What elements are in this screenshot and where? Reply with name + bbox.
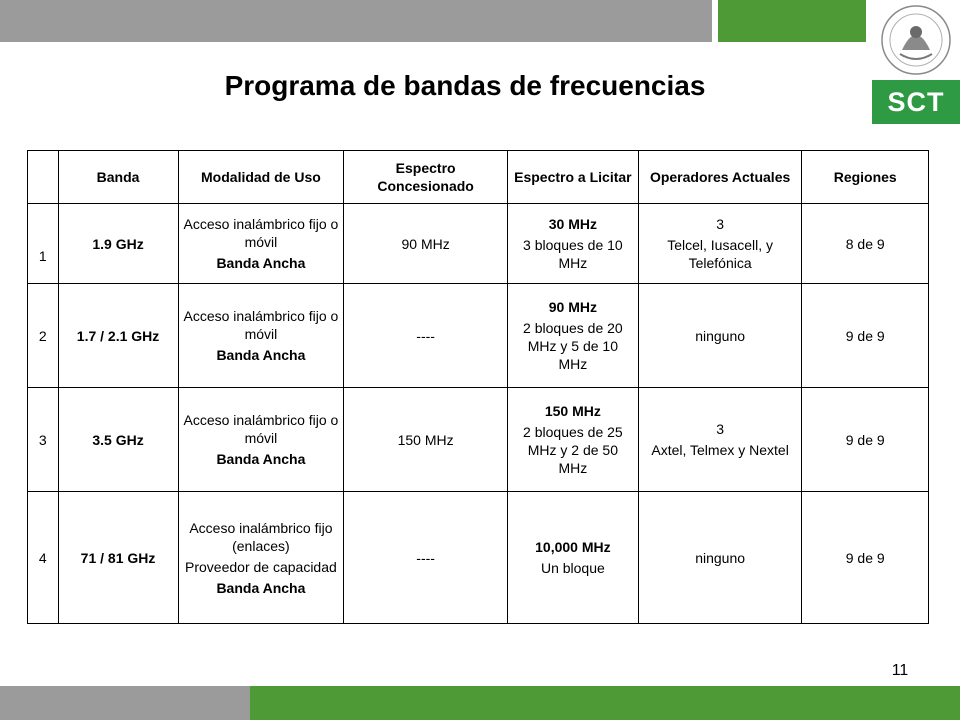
column-header-index: [28, 151, 59, 204]
licitar-cell: [507, 204, 638, 284]
operadores-count: 3: [716, 216, 725, 232]
regiones-cell: 9 de 9: [802, 492, 929, 624]
modalidad-bold-text: Banda Ancha: [216, 579, 306, 596]
regiones-cell: 9 de 9: [802, 284, 929, 388]
top-gray-bar: [0, 0, 712, 42]
table-row: [28, 492, 929, 624]
banda-cell: 71 / 81 GHz: [58, 492, 178, 624]
column-header-operadores: Operadores Actuales: [638, 151, 802, 204]
concesionado-cell: 90 MHz: [344, 204, 508, 284]
licitar-detail-text: 2 bloques de 20 MHz y 5 de 10 MHz: [523, 320, 623, 372]
column-header-banda: Banda: [58, 151, 178, 204]
sct-logo-text: SCT: [872, 80, 960, 124]
column-header-regiones: Regiones: [802, 151, 929, 204]
row-index: [28, 284, 59, 388]
licitar-detail-text: Un bloque: [540, 560, 605, 576]
page-title: Programa de bandas de frecuencias: [224, 70, 706, 101]
top-green-bar: [718, 0, 866, 42]
row-index-value: 2: [38, 327, 47, 344]
column-header-modalidad: Modalidad de Uso: [178, 151, 344, 204]
row-index: [28, 492, 59, 624]
modalidad-cell: [178, 492, 344, 624]
licitar-cell: [507, 284, 638, 388]
licitar-detail-text: 3 bloques de 10 MHz: [523, 237, 623, 271]
page-number: 11: [891, 662, 909, 679]
row-index: [28, 204, 59, 284]
banda-cell: 1.9 GHz: [58, 204, 178, 284]
modalidad-text: Proveedor de capacidad: [185, 558, 337, 575]
mexican-seal-icon: [872, 0, 960, 80]
table-row: [28, 204, 929, 284]
operadores-cell: [638, 388, 802, 492]
modalidad-text: Acceso inalámbrico fijo o móvil: [183, 412, 339, 446]
banda-cell: 3.5 GHz: [58, 388, 178, 492]
operadores-text: Axtel, Telmex y Nextel: [651, 442, 789, 458]
modalidad-bold-text: Banda Ancha: [216, 451, 306, 467]
regiones-cell: 9 de 9: [802, 388, 929, 492]
modalidad-cell: [178, 388, 344, 492]
column-header-licitar: Espectro a Licitar: [507, 151, 638, 204]
operadores-cell: [638, 492, 802, 624]
row-index-value: 3: [38, 431, 47, 448]
modalidad-text: Acceso inalámbrico fijo (enlaces): [189, 519, 333, 554]
table-row: [28, 284, 929, 388]
modalidad-text: Acceso inalámbrico fijo o móvil: [183, 308, 339, 342]
modalidad-bold-text: Banda Ancha: [216, 347, 306, 363]
row-index-value: 4: [38, 549, 47, 566]
concesionado-cell: ----: [344, 492, 508, 624]
banda-cell: 1.7 / 2.1 GHz: [58, 284, 178, 388]
operadores-text: Telcel, Iusacell, y Telefónica: [667, 237, 774, 271]
operadores-cell: [638, 204, 802, 284]
table-header-row: [28, 151, 929, 204]
sct-logo: [872, 0, 960, 124]
operadores-text: ninguno: [695, 327, 746, 344]
frequency-bands-table: [27, 150, 929, 624]
licitar-bold-text: 10,000 MHz: [535, 539, 611, 555]
modalidad-cell: [178, 284, 344, 388]
concesionado-cell: ----: [344, 284, 508, 388]
table-row: [28, 388, 929, 492]
bottom-gray-bar: [0, 686, 250, 720]
licitar-cell: [507, 388, 638, 492]
modalidad-bold-text: Banda Ancha: [216, 255, 306, 271]
licitar-bold-text: 30 MHz: [548, 216, 597, 232]
modalidad-text: Acceso inalámbrico fijo o móvil: [183, 216, 339, 250]
licitar-bold-text: 90 MHz: [548, 299, 597, 315]
modalidad-cell: [178, 204, 344, 284]
licitar-bold-text: 150 MHz: [544, 403, 601, 419]
regiones-cell: 8 de 9: [802, 204, 929, 284]
row-index: [28, 388, 59, 492]
licitar-cell: [507, 492, 638, 624]
licitar-detail-text: 2 bloques de 25 MHz y 2 de 50 MHz: [523, 424, 623, 476]
concesionado-cell: 150 MHz: [344, 388, 508, 492]
row-index-value: 1: [38, 248, 47, 264]
column-header-concesionado: Espectro Concesionado: [344, 151, 508, 204]
bottom-green-bar: [250, 686, 960, 720]
operadores-cell: [638, 284, 802, 388]
operadores-count: 3: [716, 421, 725, 437]
operadores-text: ninguno: [695, 549, 746, 566]
